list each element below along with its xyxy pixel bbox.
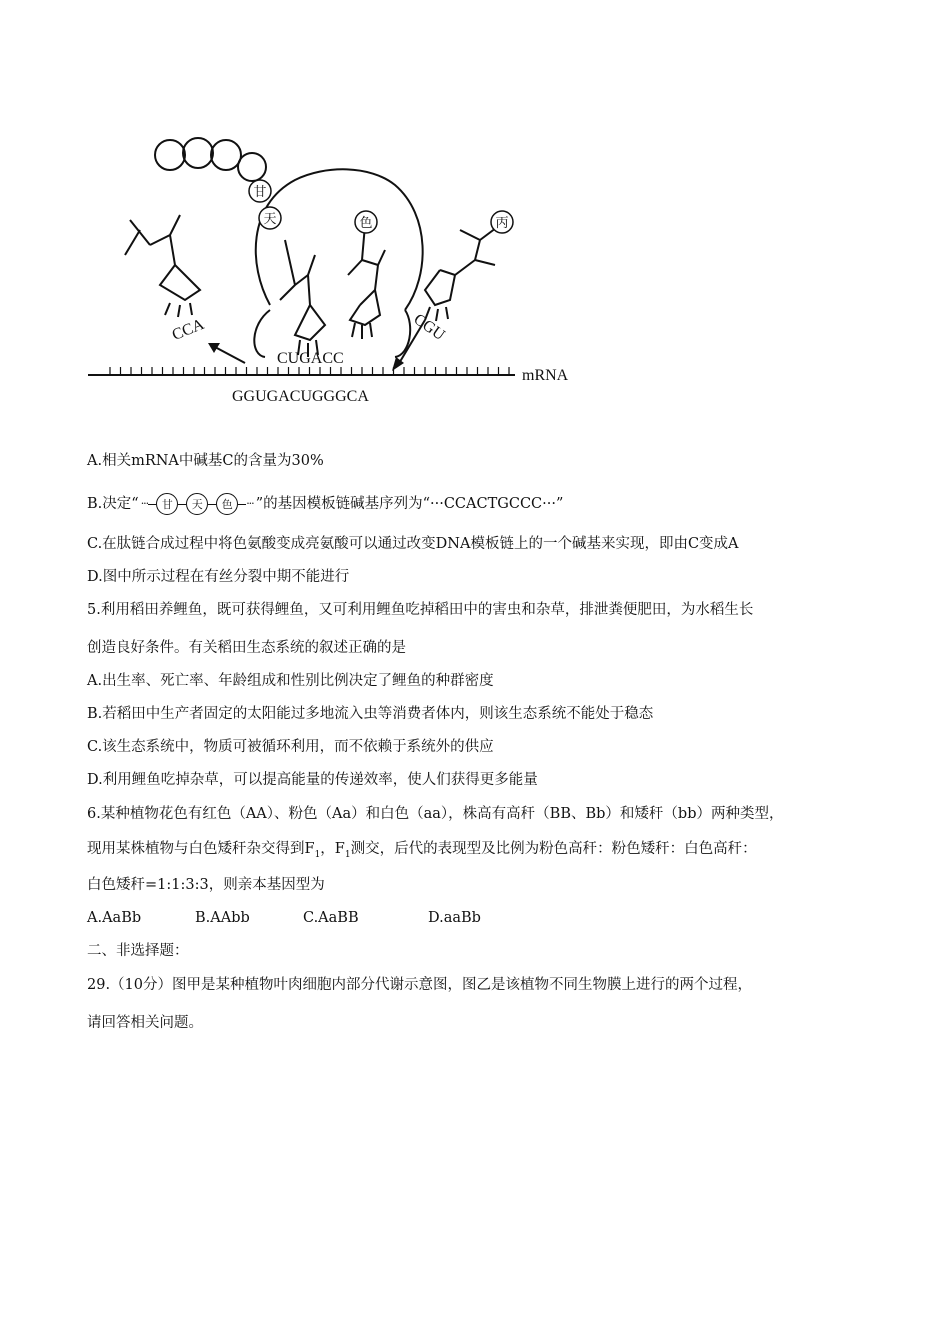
trna-tryptophan [348,225,385,325]
trna-leaving [125,215,200,300]
mrna-sequence: GGUGACUGGGCA [232,388,369,405]
residue-trp: 色 [216,493,238,515]
q6-option-c: C.AaBB [303,910,359,926]
q6-stem-line1: 6.某种植物花色有红色（AA）、粉色（Aa）和白色（aa），株高有高秆（BB、Bb）和矮秆（bb）两种类型， [87,806,784,822]
trna-aspartate [280,240,325,340]
q6-option-d: D.aaBb [428,910,481,926]
peptide-chain-inline [141,493,254,515]
q29-stem-line1: 29.（10分）图甲是某种植物叶肉细胞内部分代谢示意图，图乙是该植物不同生物膜上进行的两个过程， [87,977,753,993]
amino-acid-label: 色 [359,216,373,231]
q5-option-d: D.利用鲤鱼吃掉杂草，可以提高能量的传递效率，使人们获得更多能量 [87,772,538,788]
amino-acid-label: 丙 [495,216,509,231]
q6-option-a: A.AaBb [87,910,142,926]
q5-option-c: C.该生态系统中，物质可被循环利用，而不依赖于系统外的供应 [87,739,494,755]
q4-option-a: A.相关mRNA中碱基C的含量为30% [87,453,324,469]
q4-option-b [87,493,563,515]
ribosome-large-subunit [256,169,423,310]
q4-option-b-prefix: B.决定“ [87,496,139,512]
q6-options [87,908,481,928]
peptide-chain [155,138,266,181]
amino-acid-label: 天 [263,212,277,227]
mrna-label: mRNA [522,367,569,384]
q4-option-c: C.在肽链合成过程中将色氨酸变成亮氨酸可以通过改变DNA模板链上的一个碱基来实现，即由C变成A [87,536,739,552]
section-2-heading: 二、非选择题： [87,943,189,959]
q5-stem-line1: 5.利用稻田养鲤鱼，既可获得鲤鱼，又可利用鲤鱼吃掉稻田中的害虫和杂草，排泄粪便肥田，为水稻生长 [87,602,754,618]
chain-tail: ··· [246,497,254,510]
amino-acid-label: 甘 [253,185,267,200]
q5-option-b: B.若稻田中生产者固定的太阳能过多地流入虫等消费者体内，则该生态系统不能处于稳态 [87,706,654,722]
q5-stem-line2: 创造良好条件。有关稻田生态系统的叙述正确的是 [87,640,406,656]
anticodon-leaving: CCA [169,315,207,344]
translation-diagram [80,125,600,415]
anticodon-incoming: CGU [410,310,448,345]
anticodon-ribosome: CUGACC [277,350,344,367]
residue-asp: 天 [186,493,208,515]
q5-option-a: A.出生率、死亡率、年龄组成和性别比例决定了鲤鱼的种群密度 [87,673,494,689]
q29-stem-line2: 请回答相关问题。 [87,1015,203,1031]
q6-stem-line3: 白色矮秆=1:1:3:3，则亲本基因型为 [87,877,325,893]
q4-option-d: D.图中所示过程在有丝分裂中期不能进行 [87,569,350,585]
chain-lead: ··· [140,497,149,510]
q6-stem-line2: 现用某株植物与白色矮秆杂交得到$F_1$，$F_1$测交，后代的表现型及比例为粉色高秆：粉色矮秆：白色高秆： [87,841,757,860]
trna-incoming [425,225,500,305]
residue-gly: 甘 [156,493,178,515]
q6-option-b: B.AAbb [195,910,250,926]
q4-option-b-suffix: ”的基因模板链碱基序列为“···CCACTGCCC···” [255,496,564,512]
